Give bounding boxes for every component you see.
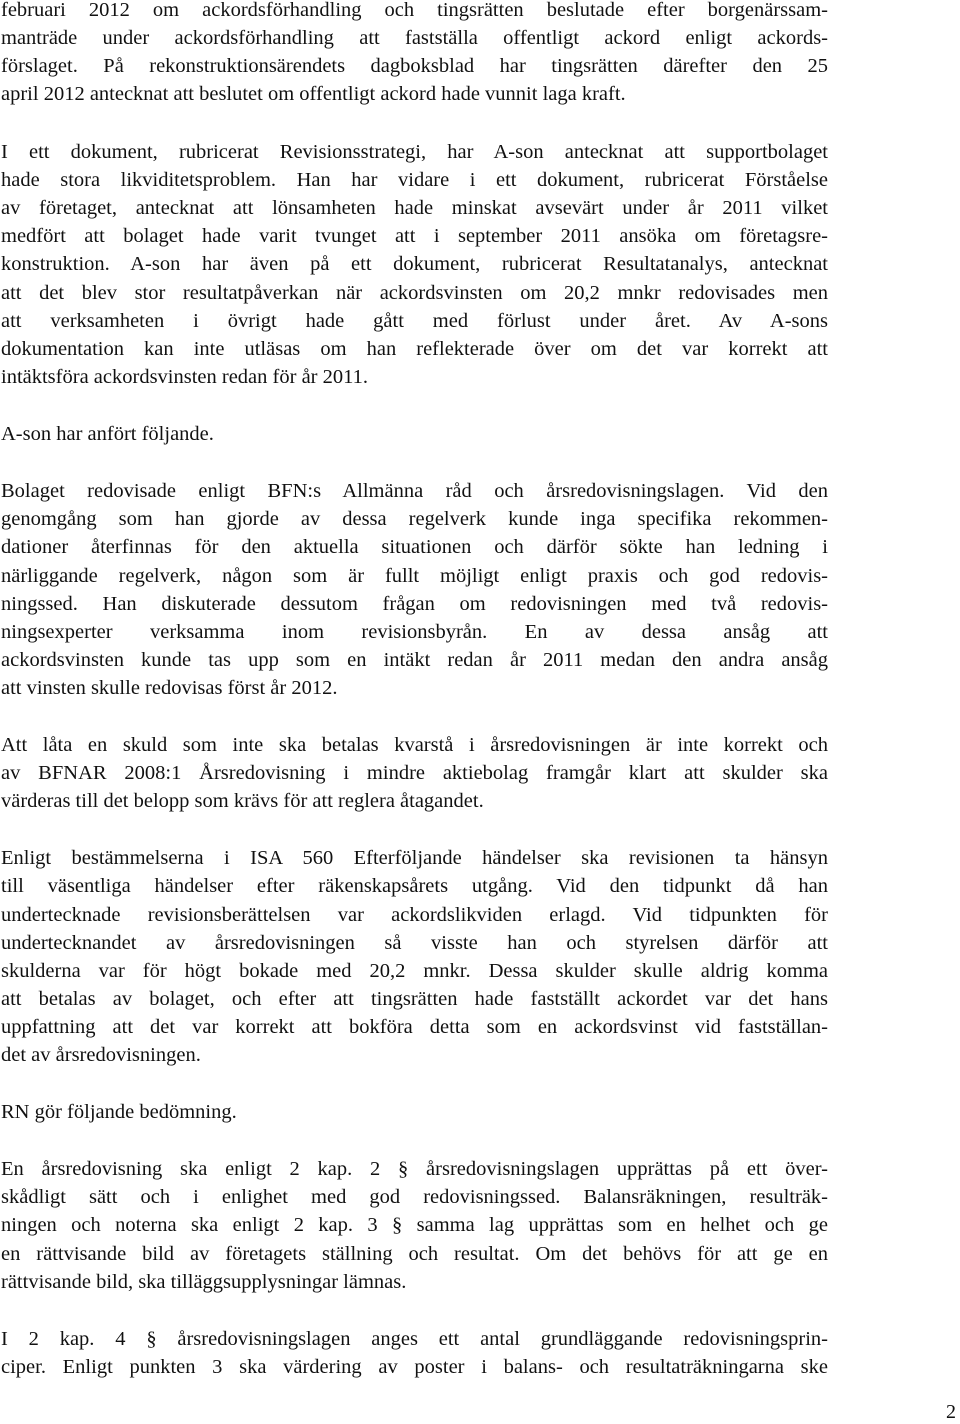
text-line: manträde under ackordsförhandling att fastställa offentligt ackord enligt ackords- xyxy=(1,27,828,49)
text-line: RN gör följande bedömning. xyxy=(1,1101,237,1123)
text-line: februari 2012 om ackordsförhandling och tingsrätten beslutade efter borgenärssam- xyxy=(1,0,828,21)
text-line: till väsentliga händelser efter räkenskapsårets utgång. Vid den tidpunkt då han xyxy=(1,875,828,897)
page-number: 2 xyxy=(946,1401,956,1423)
text-line: A-son har anfört följande. xyxy=(1,423,214,445)
text-line: ningen och noterna ska enligt 2 kap. 3 § samma lag upprättas som en helhet och ge xyxy=(1,1214,828,1236)
text-line: konstruktion. A-son har även på ett dokument, rubricerat Resultatanalys, antecknat xyxy=(1,253,828,275)
text-line: I 2 kap. 4 § årsredovisningslagen anges ett antal grundläggande redovisningsprin- xyxy=(1,1328,828,1350)
text-line: En årsredovisning ska enligt 2 kap. 2 § årsredovisningslagen upprättas på ett över- xyxy=(1,1158,828,1180)
text-line: genomgång som han gjorde av dessa regelverk kunde inga specifika rekommen- xyxy=(1,508,828,530)
text-line: ciper. Enligt punkten 3 ska värdering av poster i balans- och resultaträkningarna ske xyxy=(1,1356,828,1378)
text-line: värderas till det belopp som krävs för att reglera åtagandet. xyxy=(1,790,484,812)
text-line: närliggande regelverk, någon som är fullt möjligt enligt praxis och god redovis- xyxy=(1,565,828,587)
text-line: uppfattning att det var korrekt att bokföra detta som en ackordsvinst vid fastställan- xyxy=(1,1016,828,1038)
text-line: Enligt bestämmelserna i ISA 560 Efterföljande händelser ska revisionen ta hänsyn xyxy=(1,847,828,869)
text-line: dationer återfinnas för den aktuella situationen och därför sökte han ledning i xyxy=(1,536,828,558)
text-line: skulderna var för högt bokade med 20,2 mnkr. Dessa skulder skulle aldrig komma xyxy=(1,960,828,982)
text-line: rättvisande bild, ska tilläggsupplysningar lämnas. xyxy=(1,1271,407,1293)
text-line: förslaget. På rekonstruktionsärendets dagboksblad har tingsrätten därefter den 25 xyxy=(1,55,828,77)
text-line: Bolaget redovisade enligt BFN:s Allmänna råd och årsredovisningslagen. Vid den xyxy=(1,480,828,502)
text-line: av företaget, antecknat att lönsamheten hade minskat avsevärt under år 2011 vilket xyxy=(1,197,828,219)
text-line: av BFNAR 2008:1 Årsredovisning i mindre aktiebolag framgår klart att skulder ska xyxy=(1,762,828,784)
text-line: undertecknandet av årsredovisningen så visste han och styrelsen därför att xyxy=(1,932,828,954)
text-line: att vinsten skulle redovisas först år 2012. xyxy=(1,677,338,699)
text-line: det av årsredovisningen. xyxy=(1,1044,201,1066)
text-line: april 2012 antecknat att beslutet om offentligt ackord hade vunnit laga kraft. xyxy=(1,83,626,105)
text-line: Att låta en skuld som inte ska betalas kvarstå i årsredovisningen är inte korrekt och xyxy=(1,734,828,756)
text-line: skådligt sätt och i enlighet med god redovisningssed. Balansräkningen, resulträk- xyxy=(1,1186,828,1208)
text-line: ningssed. Han diskuterade dessutom frågan om redovisningen med två redovis- xyxy=(1,593,828,615)
text-line: att betalas av bolaget, och efter att tingsrätten hade fastställt ackordet var det hans xyxy=(1,988,828,1010)
text-line: medfört att bolaget hade varit tvunget att i september 2011 ansöka om företagsre- xyxy=(1,225,828,247)
text-line: ningsexperter verksamma inom revisionsbyrån. En av dessa ansåg att xyxy=(1,621,828,643)
text-line: I ett dokument, rubricerat Revisionsstrategi, har A-son antecknat att supportbolaget xyxy=(1,141,828,163)
text-line: att verksamheten i övrigt hade gått med förlust under året. Av A-sons xyxy=(1,310,828,332)
text-line: ackordsvinsten kunde tas upp som en intäkt redan år 2011 medan den andra ansåg xyxy=(1,649,828,671)
text-line: intäktsföra ackordsvinsten redan för år 2011. xyxy=(1,366,368,388)
text-line: dokumentation kan inte utläsas om han reflekterade över om det var korrekt att xyxy=(1,338,828,360)
text-line: hade stora likviditetsproblem. Han har vidare i ett dokument, rubricerat Förståelse xyxy=(1,169,828,191)
text-line: att det blev stor resultatpåverkan när ackordsvinsten om 20,2 mnkr redovisades men xyxy=(1,282,828,304)
text-line: en rättvisande bild av företagets ställning och resultat. Om det behövs för att ge en xyxy=(1,1243,828,1265)
text-line: undertecknade revisionsberättelsen var ackordslikviden erlagd. Vid tidpunkten för xyxy=(1,904,828,926)
